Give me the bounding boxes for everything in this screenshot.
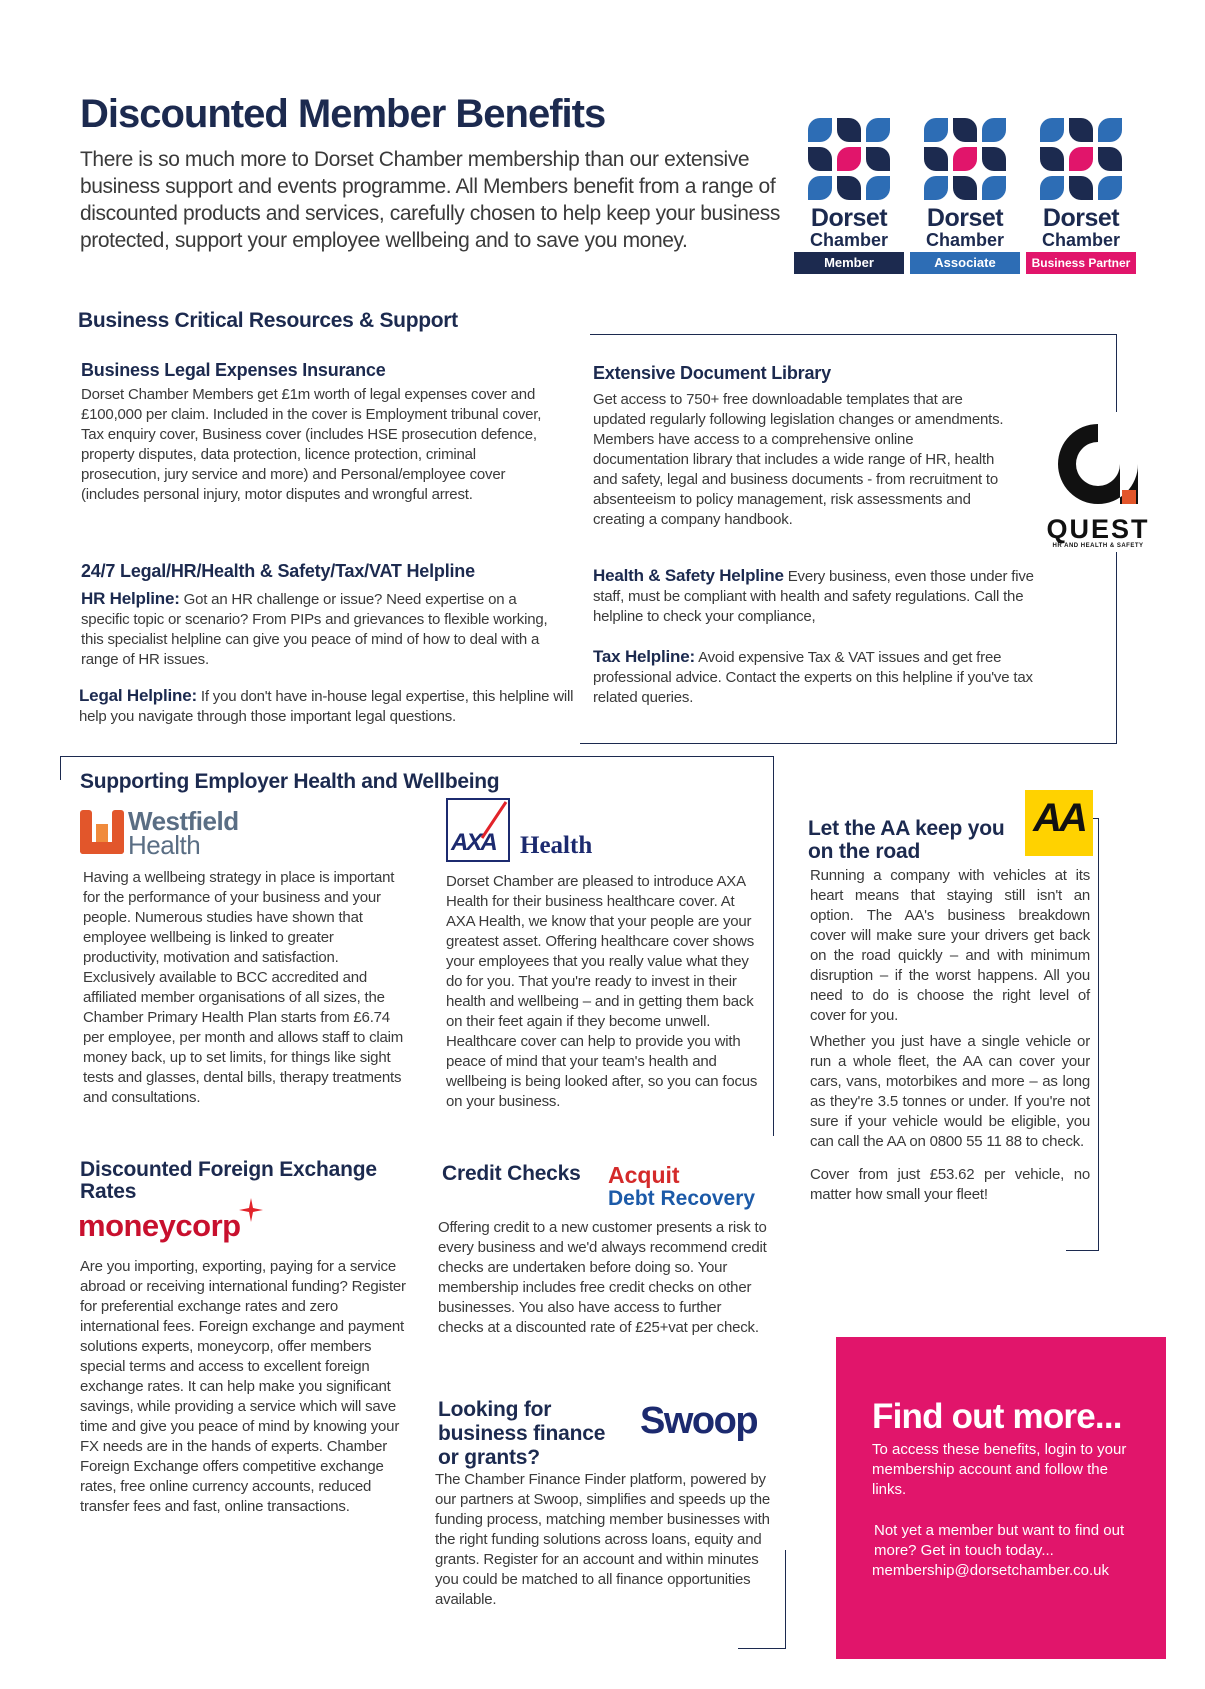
hr-helpline-body: Got an HR challenge or issue? Need expertise on a specific topic or scenario? From PIPs and grievances to flexible working, this specialist helpline can give you peace of mind of how to deal with a range of HR issues. [81, 591, 548, 668]
frame-gap [580, 330, 590, 338]
badge-word-chamber: Chamber [1041, 230, 1121, 250]
section-heading-business-critical: Business Critical Resources & Support [78, 309, 458, 332]
dorset-chamber-logo-icon [808, 118, 890, 200]
finance-frame-bottom [738, 1648, 786, 1649]
dorset-chamber-associate-badge [910, 118, 1020, 274]
find-out-more-box [836, 1337, 1166, 1659]
document-library-heading: Extensive Document Library [593, 363, 831, 383]
forex-text: Are you importing, exporting, paying for a service abroad or receiving international funding? Register for preferential exchange rates and zero international fees. Foreign exchange and payment solutions experts, moneycorp, offer members special terms and access to excellent foreign exchange rates. It can help make you significant savings, while providing a service which will save time and give you peace of mind by knowing your FX needs are in the hands of experts. Chamber Foreign Exchange offers competitive exchange rates, free online currency accounts, reduced transfer fees and fast, online transactions. [80, 1258, 406, 1515]
westfield-text: Having a wellbeing strategy in place is important for the performance of your business and your people. Numerous studies have shown that employee wellbeing is linked to greater productivity, motivation and satisfaction. Exclusively available to BCC accredited and affiliated member organisations of all sizes, the Chamber Primary Health Plan starts from £6.74 per employee, per month and allows staff to claim money back, up to set limits, for things like sight tests and glasses, dental bills, therapy treatments and consultations. [83, 869, 404, 1106]
tax-helpline-text [593, 647, 1073, 708]
cta-text-1: To access these benefits, login to your membership account and follow the links. [872, 1441, 1127, 1498]
cta-text-2: Not yet a member but want to find out more? Get in touch today... [874, 1522, 1125, 1559]
acquit-logo [600, 1162, 760, 1212]
aa-frame [1098, 818, 1099, 1250]
legal-helpline-body: If you don't have in-house legal expertise, this helpline will help you navigate through those important legal questions. [79, 688, 574, 725]
cta-heading: Find out more... [872, 1397, 1122, 1436]
aa-text-1: Running a company with vehicles at its heart means that staying still isn't an option. The AA's business breakdown cover will make sure your drivers get back on the road quickly – and with minimum disruption – if the worst happens. All you need to do is choose the right level of cover for you. [810, 867, 1090, 1024]
aa-text-2: Whether you just have a single vehicle or run a whole fleet, the AA can cover your cars, vans, motorbikes and more – as long as they're 3.5 tonnes or under. If you're not sure if your vehicle would be eligible, you can call the AA on 0800 55 11 88 to check. [810, 1033, 1090, 1150]
intro-text: There is so much more to Dorset Chamber membership than our extensive business support and events programme. All Members benefit from a range of discounted products and services, carefully chosen to help keep your business protected, support your employee wellbeing and to save you money. [80, 148, 780, 252]
quest-tagline: HR AND HEALTH & SAFETY [1052, 543, 1144, 549]
moneycorp-logo [78, 1208, 278, 1248]
quest-q-icon [1035, 412, 1161, 512]
wellbeing-frame-left [60, 756, 61, 780]
dorset-chamber-member-badge [794, 118, 904, 274]
legal-expenses-text: Dorset Chamber Members get £1m worth of legal expenses cover and £100,000 per claim. Included in the cover is Employment tribunal cover, Tax enquiry cover, Business cover (includes HSE prosecution defence, property disputes, data protection, licence protection, criminal prosecution, jury service and more) and Personal/employee cover (includes personal injury, motor disputes and wrongful arrest. [81, 386, 542, 503]
svg-text:AXA: AXA [451, 829, 496, 856]
section-heading-wellbeing: Supporting Employer Health and Wellbeing [80, 770, 505, 794]
forex-heading: Discounted Foreign Exchange Rates [80, 1158, 377, 1203]
legal-helpline-text [79, 686, 579, 727]
acquit-logo-line1: Acquit [608, 1162, 680, 1188]
westfield-w-icon [80, 810, 124, 854]
hr-helpline-text [81, 589, 551, 670]
dorset-chamber-logo-icon [924, 118, 1006, 200]
badge-word-dorset: Dorset [926, 204, 1004, 232]
axa-box-icon [446, 798, 510, 862]
document-library-text: Get access to 750+ free downloadable templates that are updated regularly following legislation changes or amendments. Members have access to a comprehensive online documentation library that includes a wide range of HR, health and safety, legal and business documents - from recruitment to absenteeism to policy management, risk assessments and creating a company handbook. [593, 391, 1004, 528]
quest-name: QUEST [1046, 514, 1150, 544]
swoop-logo [636, 1398, 776, 1448]
aa-logo-text: AA [1033, 796, 1085, 840]
badge-word-dorset: Dorset [1042, 204, 1120, 232]
badge-tag-business-partner: Business Partner [1026, 252, 1136, 274]
legal-helpline-label: Legal Helpline: [79, 686, 197, 705]
sparkle-icon [239, 1198, 263, 1222]
finance-heading: Looking for business finance or grants? [438, 1398, 606, 1469]
aa-heading: Let the AA keep you on the road [808, 817, 1005, 863]
helpline-heading: 24/7 Legal/HR/Health & Safety/Tax/VAT Helpline [81, 561, 475, 581]
finance-frame [785, 1550, 786, 1648]
quest-logo [1035, 412, 1161, 552]
aa-logo [1025, 790, 1093, 856]
credit-text: Offering credit to a new customer presents a risk to every business and we'd always recommend credit checks are undertaken before doing so. Your membership includes free credit checks on other businesses. You also have access to further checks at a discounted rate of £25+vat per check. [438, 1219, 767, 1336]
hs-helpline-label: Health & Safety Helpline [593, 566, 784, 585]
axa-health-word: Health [520, 832, 593, 859]
axa-health-logo [446, 798, 606, 862]
acquit-logo-line2: Debt Recovery [608, 1187, 756, 1210]
swoop-logo-text: Swoop [640, 1400, 758, 1442]
dorset-chamber-logo-icon [1040, 118, 1122, 200]
credit-heading: Credit Checks [442, 1162, 581, 1185]
westfield-logo-line1: Westfield [128, 806, 239, 836]
badge-tag-member: Member [794, 252, 904, 274]
westfield-logo-line2: Health [128, 830, 201, 860]
hr-helpline-label: HR Helpline: [81, 589, 180, 608]
westfield-health-logo [80, 806, 260, 860]
aa-text-3: Cover from just £53.62 per vehicle, no matter how small your fleet! [810, 1166, 1090, 1203]
moneycorp-logo-text: moneycorp [78, 1208, 241, 1243]
badge-word-chamber: Chamber [925, 230, 1005, 250]
dorset-chamber-business-partner-badge [1026, 118, 1136, 274]
hs-helpline-text [593, 566, 1063, 627]
aa-frame-bottom [1066, 1250, 1099, 1251]
legal-expenses-heading: Business Legal Expenses Insurance [81, 360, 386, 380]
badge-word-chamber: Chamber [809, 230, 889, 250]
tax-helpline-label: Tax Helpline: [593, 647, 695, 666]
hs-helpline-body: Every business, even those under five staff, must be compliant with health and safety regulations. Call the helpline to check your compliance, [593, 568, 1034, 625]
page-title: Discounted Member Benefits [80, 92, 606, 136]
axa-text: Dorset Chamber are pleased to introduce AXA Health for their business healthcare cover. At AXA Health, we know that your people are your greatest asset. Offering healthcare cover shows your employees that you really value what they do for you. That you're ready to invest in their health and wellbeing – and in getting them back on their feet again if they become unwell. Healthcare cover can help to provide you with peace of mind that your team's health and wellbeing is being looked after, so you can focus on your business. [446, 873, 758, 1110]
finance-text: The Chamber Finance Finder platform, powered by our partners at Swoop, simplifies and speeds up the funding process, matching member businesses with the right funding solutions across loans, equity and grants. Register for an account and within minutes you could be matched to all finance opportunities available. [435, 1471, 770, 1608]
tax-helpline-body: Avoid expensive Tax & VAT issues and get free professional advice. Contact the experts on this helpline if you've tax related queries. [593, 649, 1033, 706]
badge-word-dorset: Dorset [810, 204, 888, 232]
badge-tag-associate: Associate [910, 252, 1020, 274]
membership-email-link[interactable]: membership@dorsetchamber.co.uk [872, 1562, 1109, 1579]
